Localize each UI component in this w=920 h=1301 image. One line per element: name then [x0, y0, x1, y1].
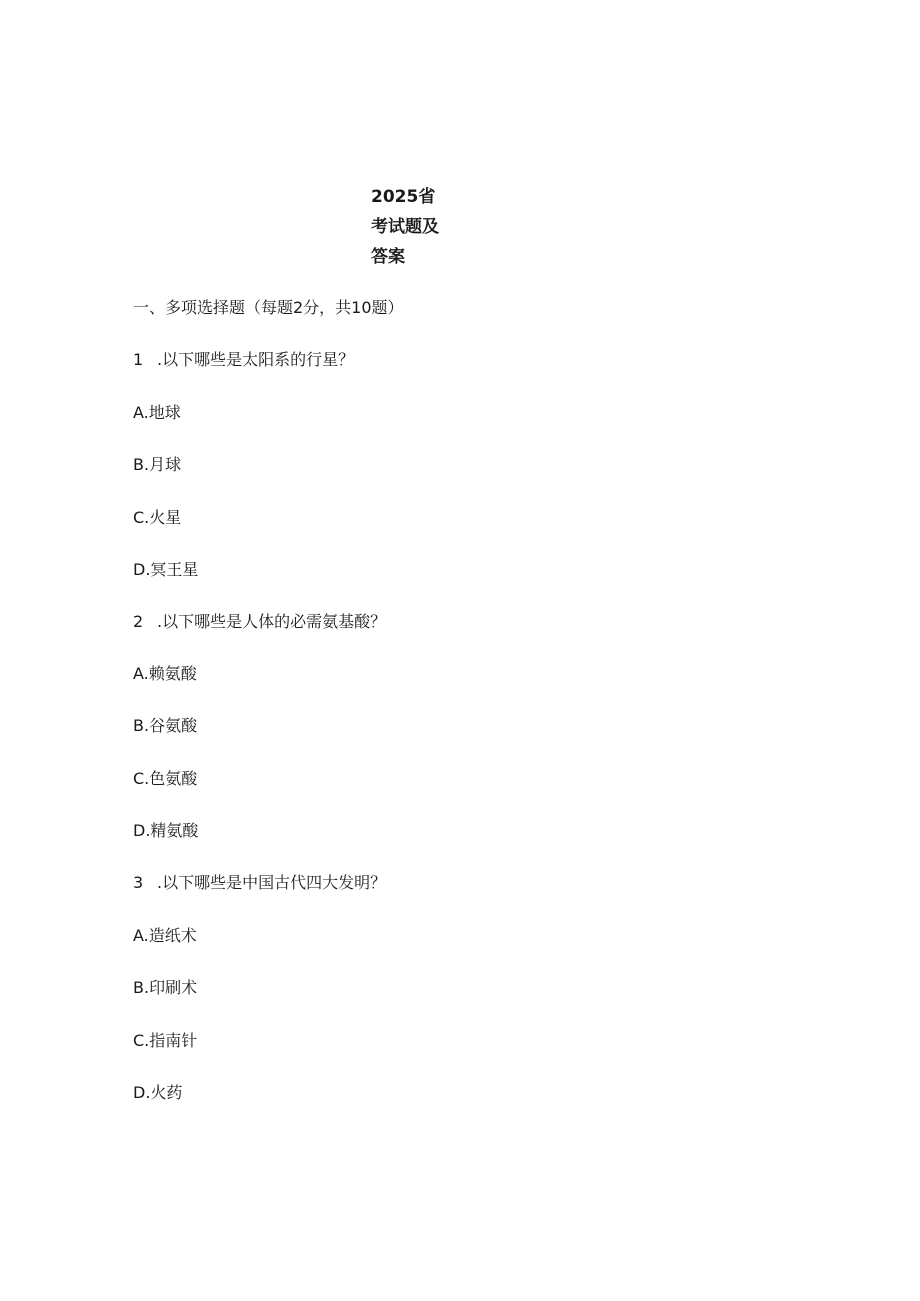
- option-2c: C.色氨酸: [133, 769, 198, 788]
- option-3d: D.火药: [133, 1083, 183, 1102]
- option-2b: B.谷氨酸: [133, 716, 198, 735]
- option-1c: C.火星: [133, 508, 182, 527]
- section-heading: 一、多项选择题（每题2分，共10题）: [133, 298, 404, 317]
- question-1: [133, 349, 354, 371]
- option-3a: A.造纸术: [133, 926, 197, 945]
- question-number: 2: [133, 612, 144, 631]
- option-2d: D.精氨酸: [133, 821, 199, 840]
- option-3c: C.指南针: [133, 1031, 198, 1050]
- question-number: 3: [133, 873, 144, 892]
- question-text: .以下哪些是中国古代四大发明？: [157, 873, 387, 892]
- question-3: [133, 872, 386, 894]
- question-text: .以下哪些是太阳系的行星？: [157, 350, 355, 369]
- question-2: [133, 611, 386, 633]
- option-3b: B.印刷术: [133, 978, 198, 997]
- document-title: 2025省考试题及答案: [371, 187, 439, 267]
- question-number: 1: [133, 350, 144, 369]
- question-text: .以下哪些是人体的必需氨基酸？: [157, 612, 387, 631]
- option-1d: D.冥王星: [133, 560, 199, 579]
- option-1a: A.地球: [133, 403, 181, 422]
- option-2a: A.赖氨酸: [133, 664, 197, 683]
- option-1b: B.月球: [133, 455, 182, 474]
